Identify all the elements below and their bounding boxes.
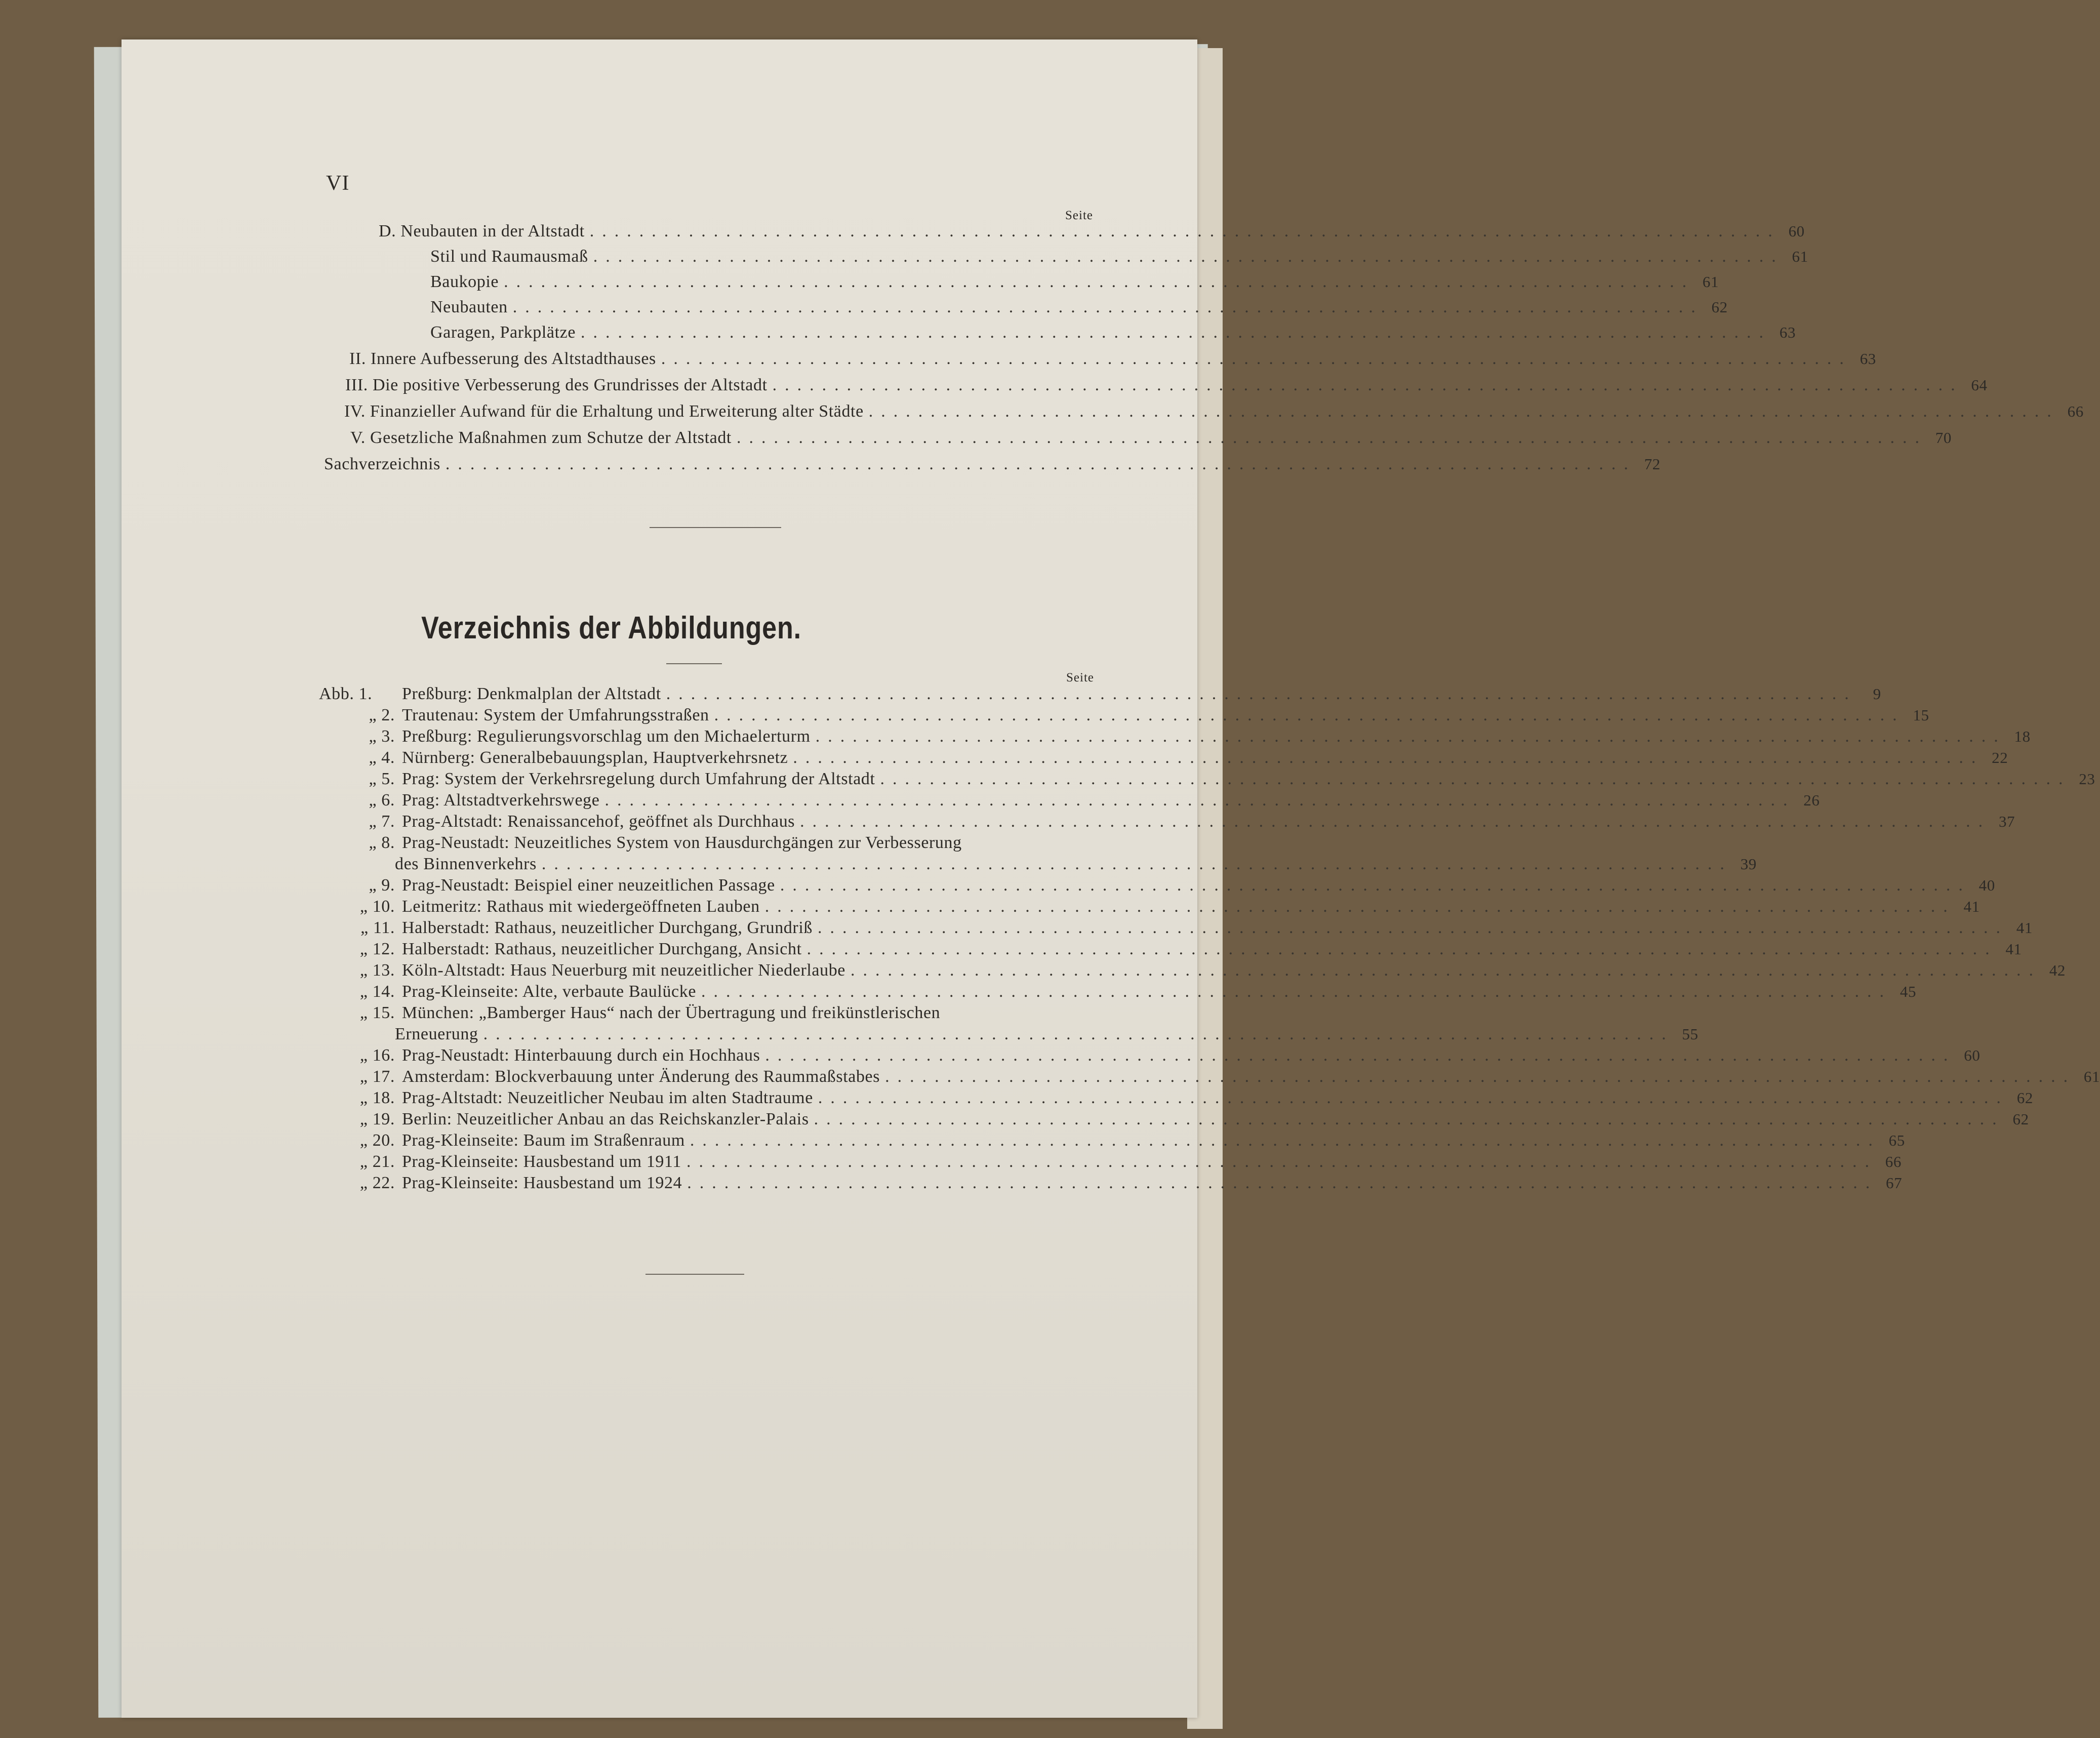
divider-rule [645, 1274, 744, 1275]
figure-page: 9 [1873, 685, 1881, 703]
toc-entry-label: V. Gesetzliche Maßnahmen zum Schutze der Altstadt [350, 428, 732, 447]
toc-entry-page: 66 [2067, 402, 2084, 420]
leader-dots: ................................................................................................ [868, 402, 2059, 421]
figure-number: „ 6. [369, 791, 395, 810]
figure-number: „ 8. [369, 833, 395, 852]
leader-dots: ................................................................................................ [445, 455, 1636, 473]
figure-entry [319, 770, 2095, 789]
figure-label: Trautenau: System der Umfahrungsstraßen [402, 706, 709, 724]
toc-entry [379, 222, 1805, 241]
leader-dots: ................................................................................................ [814, 1110, 2005, 1128]
figure-page: 41 [2005, 940, 2022, 958]
figure-label: Prag-Kleinseite: Alte, verbaute Baulücke [402, 982, 697, 1001]
toc-entry-label: Neubauten [430, 298, 508, 316]
figure-entry [319, 940, 2022, 959]
toc-entry [344, 402, 2084, 421]
figure-entry [319, 1067, 2100, 1086]
figure-number: „ 19. [359, 1110, 395, 1128]
figure-page: 22 [1992, 749, 2008, 766]
leader-dots: ................................................................................................ [772, 376, 1963, 394]
toc-entry-page: 64 [1971, 376, 1988, 394]
leader-dots: ................................................................................................ [604, 791, 1796, 810]
figure-label: Prag-Kleinseite: Baum im Straßenraum [402, 1131, 685, 1150]
figure-label-continuation: Erneuerung [395, 1025, 478, 1043]
toc-entry-label: D. Neubauten in der Altstadt [379, 222, 585, 240]
leader-dots: ................................................................................................ [818, 1088, 2009, 1107]
figure-number: „ 14. [359, 982, 395, 1001]
figure-page: 66 [1885, 1153, 1902, 1170]
toc-entry [430, 247, 1808, 266]
figure-page: 62 [2016, 1089, 2033, 1107]
figure-label: Nürnberg: Generalbebauungsplan, Hauptverkehrsnetz [402, 748, 788, 767]
figure-label: Prag-Neustadt: Hinterbauung durch ein Hochhaus [402, 1046, 760, 1065]
toc-entry-page: 63 [1860, 350, 1876, 368]
figure-page: 40 [1978, 876, 1995, 894]
figure-label: Prag-Altstadt: Renaissancehof, geöffnet als Durchhaus [402, 812, 795, 831]
leader-dots: ................................................................................................ [690, 1131, 1881, 1150]
leader-dots: ................................................................................................ [765, 1046, 1956, 1065]
figure-page: 41 [1963, 898, 1980, 915]
figure-entry-continuation [395, 855, 1757, 874]
figure-label: Prag: System der Verkehrsregelung durch Umfahrung der Altstadt [402, 770, 875, 788]
figure-number: „ 20. [359, 1131, 395, 1150]
toc-entry-page: 61 [1702, 273, 1719, 291]
figure-number: „ 21. [359, 1152, 395, 1171]
figure-label: Prag-Neustadt: Beispiel einer neuzeitlichen Passage [402, 876, 775, 895]
figure-label: Amsterdam: Blockverbauung unter Änderung des Raummaßstabes [402, 1067, 880, 1086]
figure-label: Prag-Kleinseite: Hausbestand um 1911 [402, 1152, 681, 1171]
figure-label: Preßburg: Denkmalplan der Altstadt [402, 684, 661, 703]
leader-dots: ................................................................................................ [851, 961, 2042, 980]
toc-entry [350, 428, 1952, 448]
figure-page: 62 [2012, 1110, 2029, 1128]
figure-page: 23 [2079, 770, 2095, 788]
figure-number: „ 13. [359, 961, 395, 980]
figure-page: 42 [2049, 961, 2066, 979]
figure-label: Berlin: Neuzeitlicher Anbau an das Reichskanzler-Palais [402, 1110, 809, 1128]
toc-entry [349, 349, 1876, 369]
leader-dots: ................................................................................................ [800, 812, 1991, 831]
figure-number: „ 5. [369, 770, 395, 788]
seite-label-toc: Seite [1065, 209, 1093, 222]
seite-label-figures: Seite [1066, 671, 1094, 684]
figure-entry [319, 918, 2033, 938]
figure-entry [319, 1110, 2029, 1129]
figure-entry [319, 706, 1929, 725]
divider-rule [666, 663, 722, 664]
figure-entry [319, 1088, 2033, 1108]
figure-page: 37 [1998, 813, 2015, 830]
toc-entry-label: IV. Finanzieller Aufwand für die Erhaltung und Erweiterung alter Städte [344, 402, 864, 421]
figure-page: 39 [1740, 855, 1757, 873]
figure-label-continuation: des Binnenverkehrs [395, 855, 537, 873]
figure-number: „ 2. [369, 706, 395, 724]
figure-page: 41 [2016, 919, 2033, 937]
toc-entry [345, 376, 1988, 395]
figure-page: 18 [2014, 727, 2031, 745]
figure-number: „ 12. [359, 940, 395, 958]
figure-label: München: „Bamberger Haus“ nach der Übertragung und freikünstlerischen [402, 1003, 941, 1022]
figure-entry [319, 748, 2008, 767]
figure-page: 61 [2083, 1068, 2100, 1085]
figure-entry [319, 833, 1110, 853]
figure-number: „ 17. [359, 1067, 395, 1086]
figure-entry [319, 876, 1995, 895]
figure-entry [319, 1152, 1902, 1171]
figure-label: Prag-Neustadt: Neuzeitliches System von Hausdurchgängen zur Verbesserung [402, 833, 962, 852]
figure-number: „ 10. [359, 897, 395, 916]
figure-label: Halberstadt: Rathaus, neuzeitlicher Durchgang, Grundriß [402, 918, 813, 937]
figure-entry [319, 1003, 1110, 1023]
figure-number: „ 11. [360, 918, 395, 937]
figure-entry [319, 727, 2031, 746]
leader-dots: ................................................................................................ [661, 349, 1852, 368]
figure-page: 65 [1888, 1131, 1905, 1149]
figure-entry [319, 1131, 1905, 1150]
figure-page: 45 [1900, 983, 1917, 1000]
figure-label: Köln-Altstadt: Haus Neuerburg mit neuzeitlicher Niederlaube [402, 961, 846, 980]
toc-entry-label: Sachverzeichnis [324, 455, 440, 473]
toc-entry [430, 323, 1796, 342]
leader-dots: ................................................................................................ [780, 876, 1971, 895]
leader-dots: ................................................................................................ [736, 428, 1927, 447]
leader-dots: ................................................................................................ [504, 272, 1695, 291]
figure-number: „ 15. [359, 1003, 395, 1022]
leader-dots: ................................................................................................ [512, 298, 1704, 316]
figure-number: „ 7. [369, 812, 395, 831]
toc-entry-label: III. Die positive Verbesserung des Grundrisses der Altstadt [345, 376, 768, 394]
toc-entry-page: 70 [1935, 429, 1952, 447]
toc-entry-page: 60 [1788, 222, 1805, 240]
leader-dots: ................................................................................................ [885, 1067, 2076, 1086]
figure-page: 67 [1886, 1174, 1903, 1192]
leader-dots: ................................................................................................ [541, 855, 1732, 873]
page-number: VI [326, 172, 350, 195]
figure-page: 15 [1913, 706, 1929, 724]
figure-entry [319, 1046, 1981, 1065]
leader-dots: ................................................................................................ [793, 748, 1984, 767]
leader-dots: ................................................................................................ [880, 770, 2071, 788]
figure-entry [319, 897, 1980, 916]
leader-dots: ................................................................................................ [589, 222, 1781, 240]
divider-rule [650, 527, 781, 528]
figure-number: „ 9. [369, 876, 395, 895]
toc-entry-page: 72 [1644, 455, 1661, 473]
leader-dots: ................................................................................................ [483, 1025, 1674, 1043]
figure-entry [319, 982, 1917, 1001]
toc-entry-label: Garagen, Parkplätze [430, 323, 576, 342]
figure-label: Prag-Kleinseite: Hausbestand um 1924 [402, 1174, 682, 1192]
toc-entry-page: 63 [1779, 324, 1796, 341]
figures-heading: Verzeichnis der Abbildungen. [421, 611, 801, 645]
figure-number: „ 16. [359, 1046, 395, 1065]
leader-dots: ................................................................................................ [714, 706, 1905, 724]
leader-dots: ................................................................................................ [687, 1174, 1878, 1192]
figure-number: „ 3. [369, 727, 395, 746]
figure-number: „ 18. [359, 1088, 395, 1107]
figure-number: „ 4. [369, 748, 395, 767]
toc-entry [430, 298, 1728, 317]
leader-dots: ................................................................................................ [806, 940, 1998, 958]
toc-entry [430, 272, 1719, 292]
figure-label: Preßburg: Regulierungsvorschlag um den Michaelerturm [402, 727, 811, 746]
figure-entry-continuation [395, 1025, 1699, 1044]
leader-dots: ................................................................................................ [764, 897, 1956, 916]
leader-dots: ................................................................................................ [593, 247, 1784, 266]
leader-dots: ................................................................................................ [815, 727, 2006, 746]
leader-dots: ................................................................................................ [581, 323, 1772, 342]
toc-entry-label: II. Innere Aufbesserung des Altstadthauses [349, 349, 656, 368]
toc-entry-label: Stil und Raumausmaß [430, 247, 588, 266]
figure-number: Abb. 1. [319, 684, 373, 703]
leader-dots: ................................................................................................ [686, 1152, 1877, 1171]
figure-entry [319, 791, 1820, 810]
leader-dots: ................................................................................................ [701, 982, 1892, 1001]
leader-dots: ................................................................................................ [817, 918, 2008, 937]
figure-entry [319, 1174, 1903, 1193]
figure-entry [319, 812, 2015, 831]
toc-entry [324, 455, 1661, 474]
toc-entry-label: Baukopie [430, 272, 499, 291]
toc-entry-page: 62 [1711, 298, 1728, 316]
figure-label: Prag-Altstadt: Neuzeitlicher Neubau im alten Stadtraume [402, 1088, 813, 1107]
toc-entry-page: 61 [1792, 248, 1808, 265]
figure-number: „ 22. [359, 1174, 395, 1192]
figure-page: 26 [1803, 791, 1820, 809]
figure-page: 60 [1964, 1046, 1981, 1064]
figure-label: Leitmeritz: Rathaus mit wiedergeöffneten Lauben [402, 897, 760, 916]
figure-page: 55 [1682, 1025, 1699, 1043]
figure-label: Halberstadt: Rathaus, neuzeitlicher Durchgang, Ansicht [402, 940, 802, 958]
figure-entry [319, 684, 1881, 704]
figure-entry [319, 961, 2066, 980]
leader-dots: ................................................................................................ [666, 684, 1857, 703]
figure-label: Prag: Altstadtverkehrswege [402, 791, 600, 810]
